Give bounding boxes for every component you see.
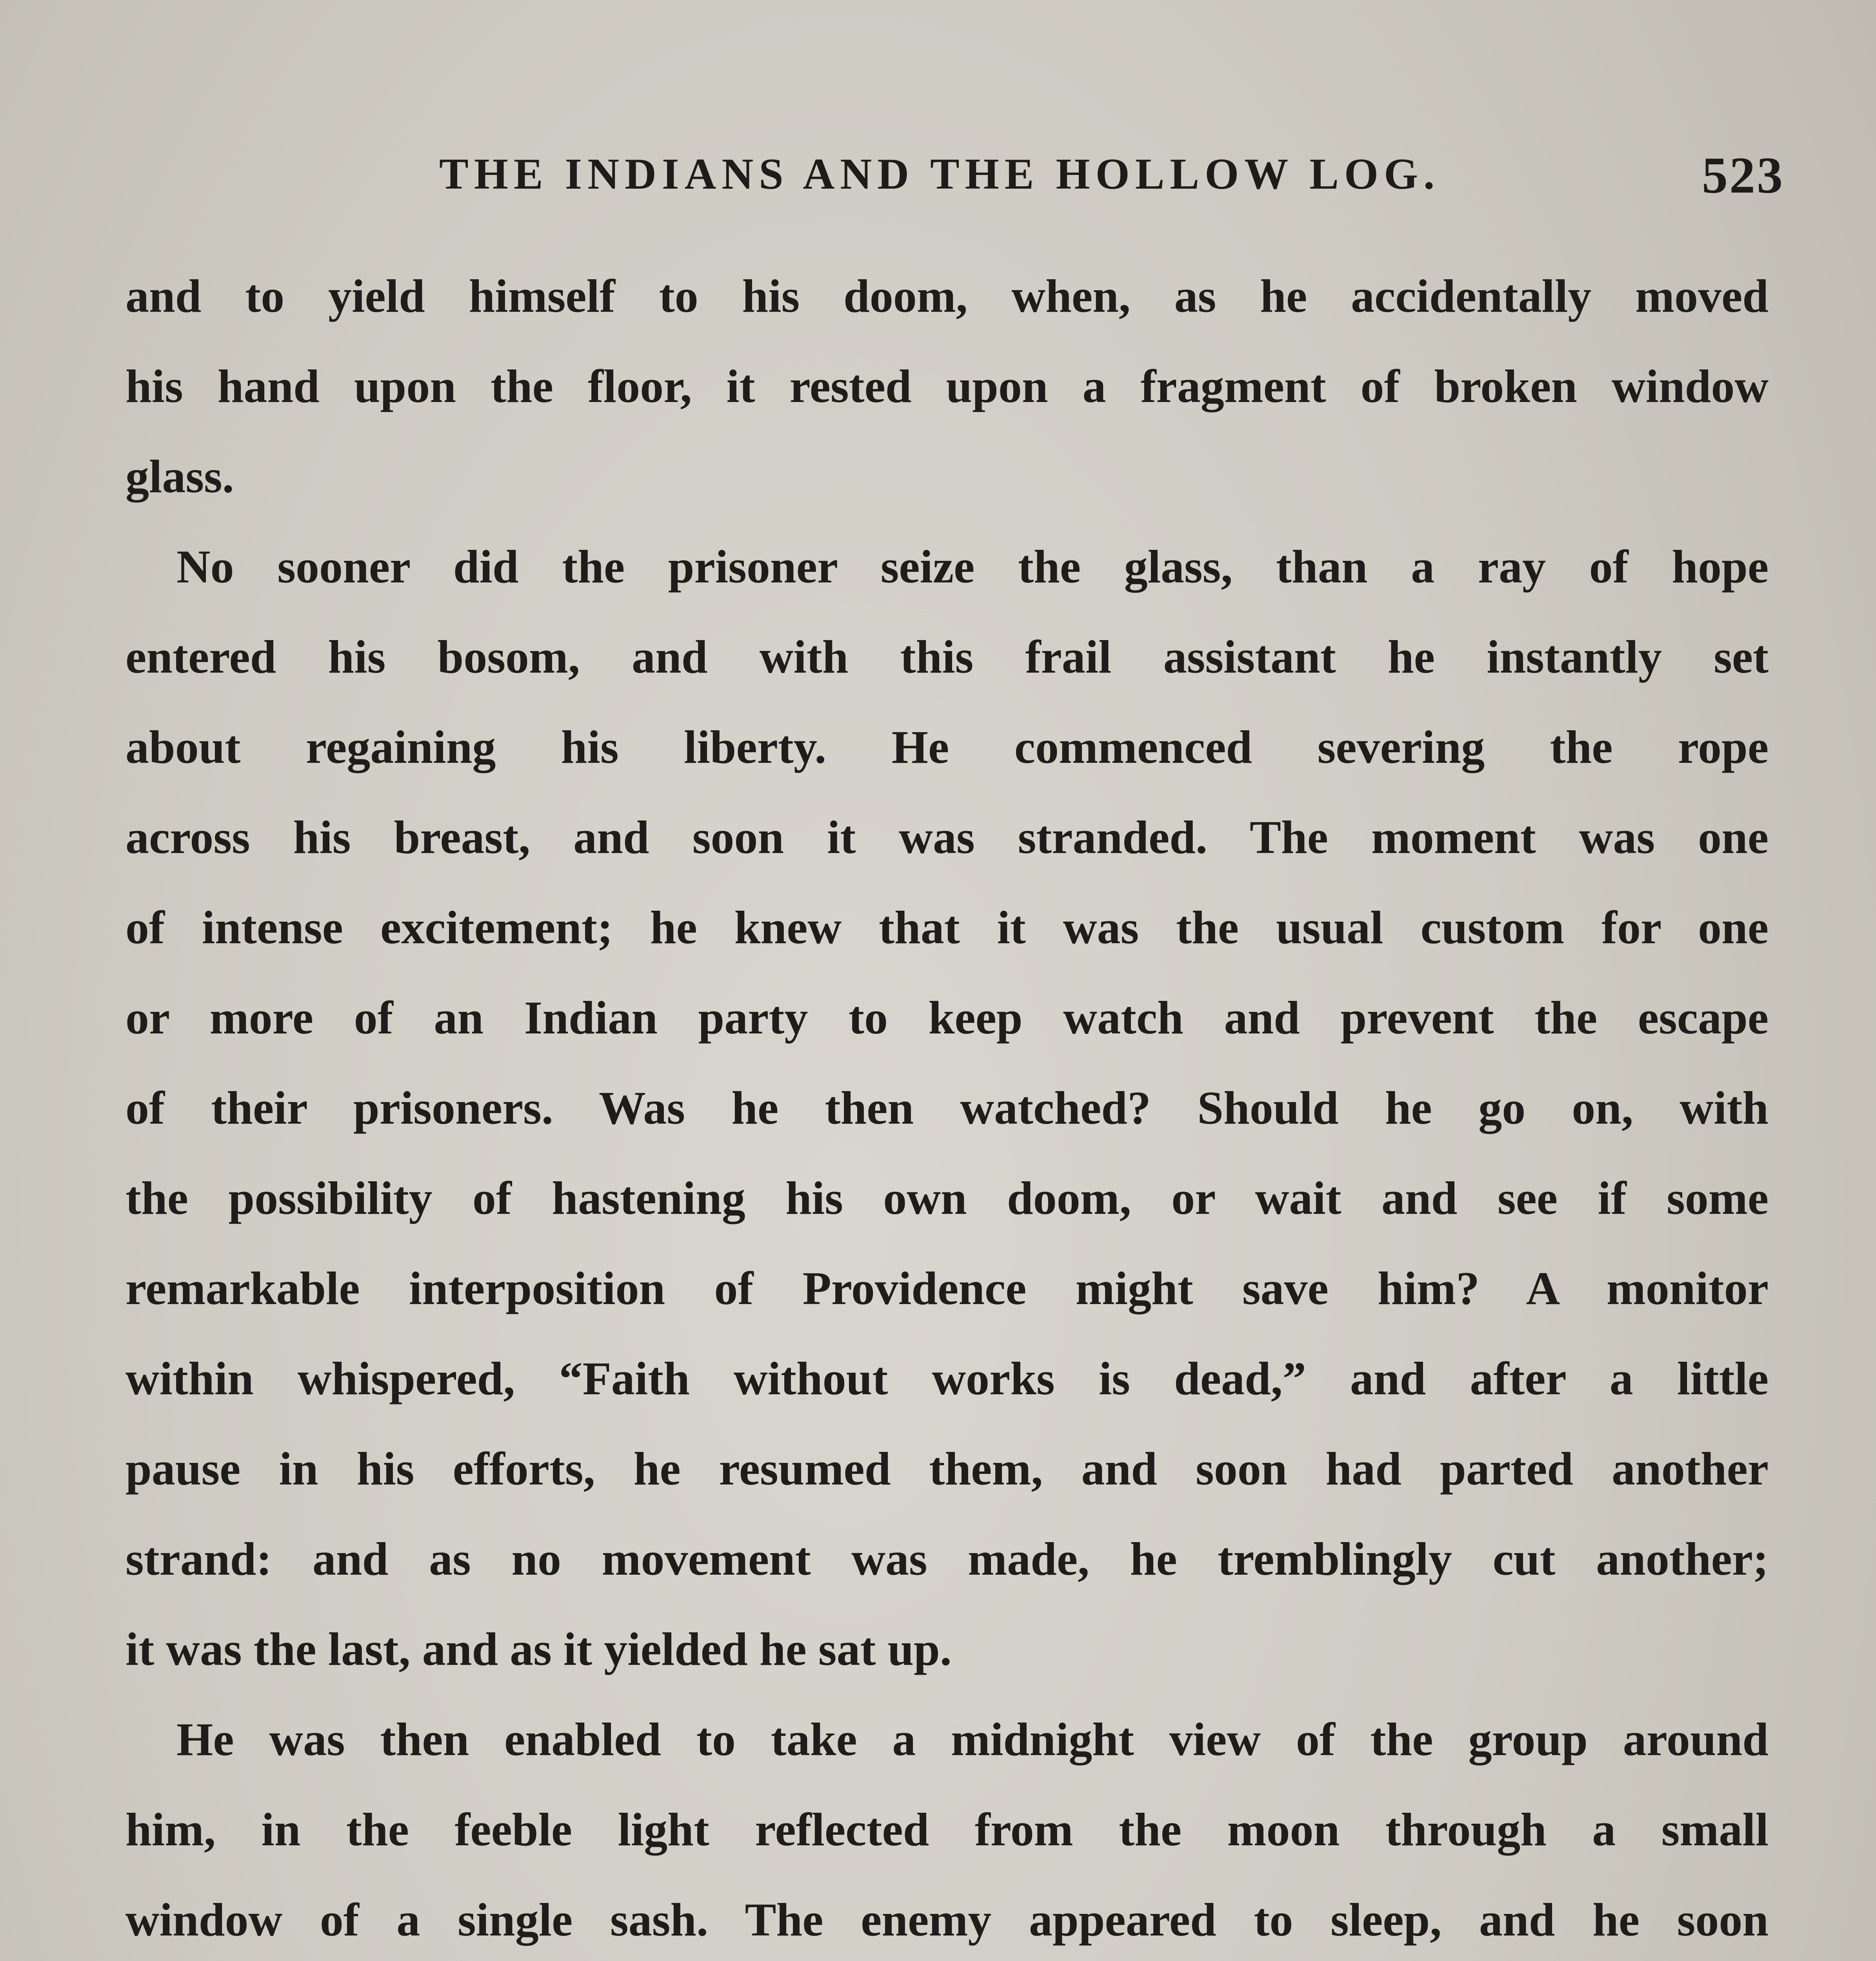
body-text [125,251,1769,1961]
page-number: 523 [1702,146,1784,204]
text-line: of intense excitement; he knew that it was the usual custom for one [125,901,1769,953]
text-line: glass. [125,450,234,502]
text-line: of their prisoners. Was he then watched? Should he go on, with [125,1082,1769,1134]
text-line: it was the last, and as it yielded he sat up. [125,1623,952,1675]
text-line: him, in the feeble light reflected from the moon through a small [125,1803,1769,1855]
text-line: or more of an Indian party to keep watch and prevent the escape [125,991,1769,1044]
text-line: remarkable interposition of Providence might save him? A monitor [125,1262,1769,1314]
text-line: about regaining his liberty. He commenced severing the rope [125,721,1769,773]
text-line: He was then enabled to take a midnight view of the group around [176,1713,1769,1765]
text-line: the possibility of hastening his own doom, or wait and see if some [125,1172,1769,1224]
text-line: across his breast, and soon it was stranded. The moment was one [125,811,1769,863]
text-line: entered his bosom, and with this frail assistant he instantly set [125,631,1769,683]
running-head: THE INDIANS AND THE HOLLOW LOG. [439,150,1440,198]
text-line: strand: and as no movement was made, he tremblingly cut another; [125,1533,1769,1585]
page-header [439,141,1784,212]
text-line: window of a single sash. The enemy appeared to sleep, and he soon [125,1894,1769,1946]
paragraph-3 [125,1694,1769,1961]
text-line: No sooner did the prisoner seize the glass, than a ray of hope [176,540,1769,593]
text-line: his hand upon the floor, it rested upon a fragment of broken window [125,360,1769,412]
text-line: pause in his efforts, he resumed them, and soon had parted another [125,1443,1769,1495]
paragraph-1 [125,251,1769,522]
paragraph-2 [125,522,1769,1694]
text-line: and to yield himself to his doom, when, as he accidentally moved [125,270,1769,322]
text-line: within whispered, “Faith without works is dead,” and after a little [125,1352,1769,1404]
